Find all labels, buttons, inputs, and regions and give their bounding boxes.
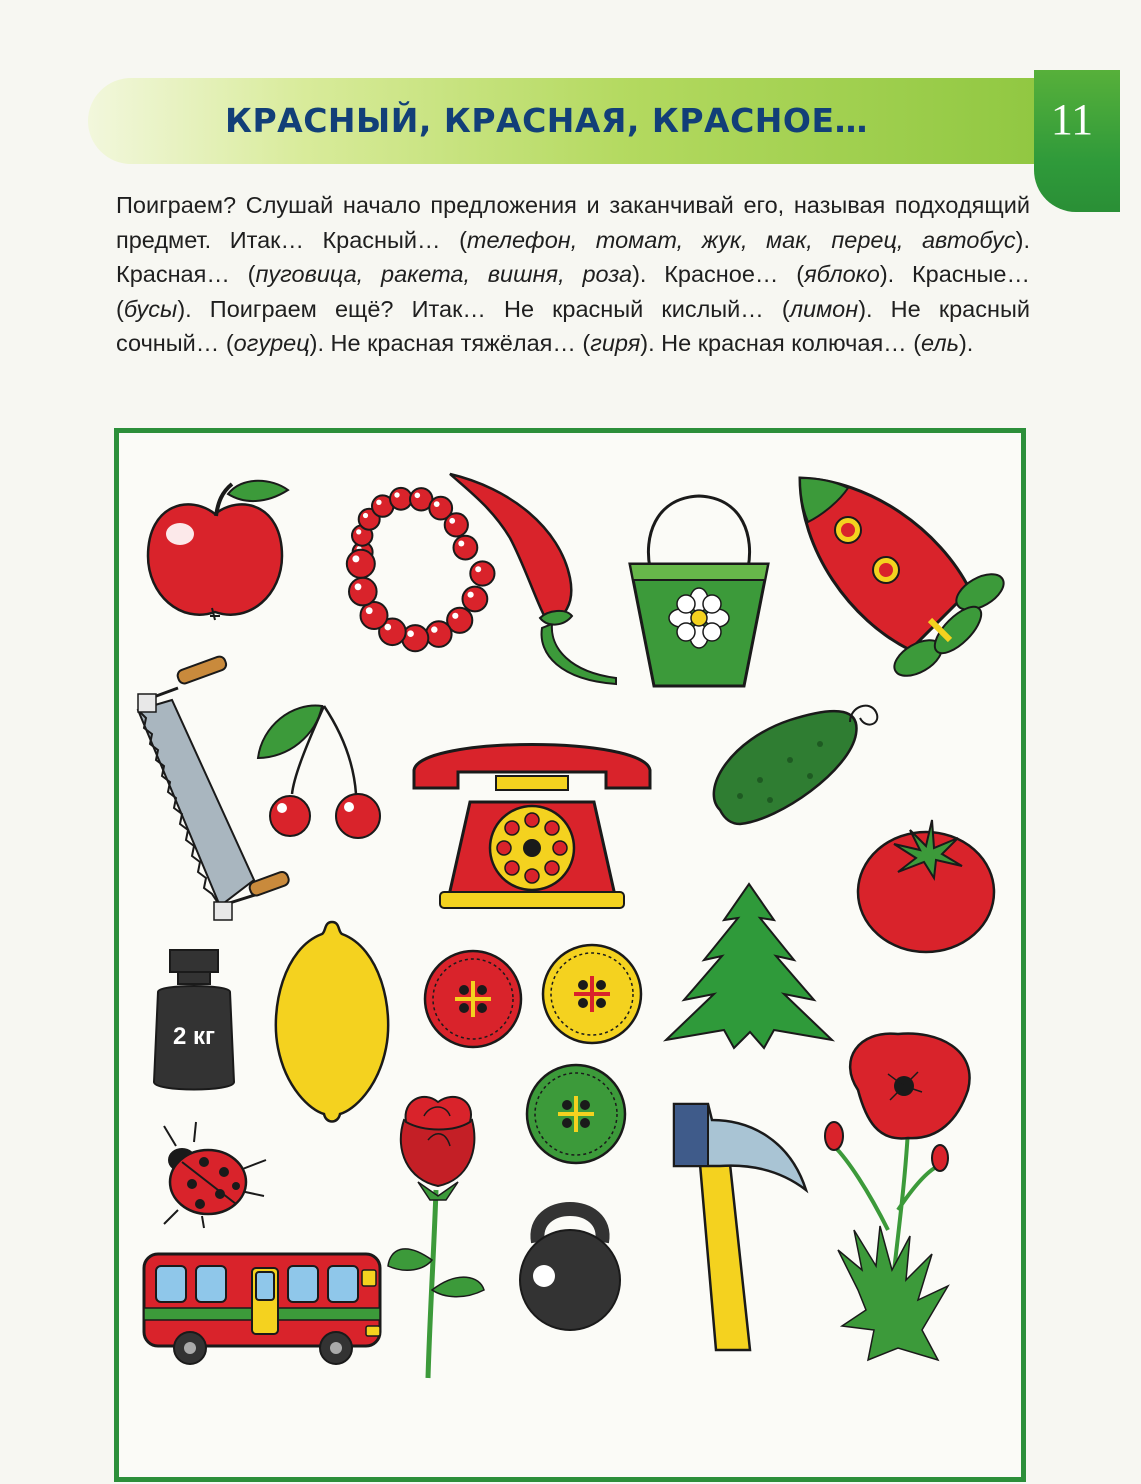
cucumber-picture xyxy=(700,700,890,830)
intro-text: ). Не красная тяжёлая… ( xyxy=(309,330,591,356)
intro-text: ). xyxy=(958,330,974,356)
intro-text: ). Красное… ( xyxy=(632,261,805,287)
bead-highlight xyxy=(352,555,359,562)
bead-highlight xyxy=(394,492,399,497)
intro-answers: огурец xyxy=(233,330,310,356)
rose-picture xyxy=(384,1090,494,1380)
intro-text: ). Не красная колючая… ( xyxy=(640,330,922,356)
bead-highlight xyxy=(415,493,421,499)
bead-highlight xyxy=(355,583,362,590)
yellow-button-picture xyxy=(540,942,644,1046)
lemon-picture xyxy=(270,918,394,1128)
rocket-picture xyxy=(790,470,1010,690)
page-number: 11 xyxy=(1050,95,1094,144)
hammer-picture xyxy=(660,1100,810,1352)
intro-answers: гиря xyxy=(590,330,641,356)
cherries-picture xyxy=(252,696,392,846)
bucket-picture xyxy=(624,488,774,688)
telephone-picture xyxy=(410,732,654,912)
bead-highlight xyxy=(376,500,381,505)
green-button-picture xyxy=(524,1062,628,1166)
intro-answers: бусы xyxy=(123,295,178,322)
intro-paragraph xyxy=(116,188,1030,361)
weight-label: 2 кг xyxy=(172,1023,216,1050)
red-button-picture xyxy=(422,948,524,1050)
intro-text: ). Красная… ( xyxy=(116,226,1030,287)
intro-text: Поиграем? Слушай начало предложения и заканчивай его, называя подходящий предмет. Итак… Красный… ( xyxy=(116,192,1030,253)
bead-highlight xyxy=(407,630,414,637)
intro-text: ). Красные… ( xyxy=(116,261,1030,322)
intro-answers: ель xyxy=(921,330,959,356)
bead-highlight xyxy=(431,626,437,632)
intro-text: ). Не красный сочный… ( xyxy=(116,295,1030,356)
bead-highlight xyxy=(363,513,368,518)
intro-answers: телефон, томат, жук, мак, перец, автобус xyxy=(466,226,1016,253)
poppy-picture xyxy=(818,1030,990,1370)
intro-answers: пуговица, ракета, вишня, роза xyxy=(255,261,633,287)
bead-highlight xyxy=(434,501,440,507)
bead-highlight xyxy=(356,529,361,534)
ladybug-picture xyxy=(146,1120,272,1230)
weight-2kg-picture xyxy=(148,946,240,1092)
bead xyxy=(347,550,375,578)
bead xyxy=(390,488,412,510)
intro-text: ). Поиграем ещё? Итак… Не красный кислый… ( xyxy=(177,295,790,322)
intro-answers: лимон xyxy=(789,295,859,322)
bead-highlight xyxy=(366,607,373,614)
intro-answers: яблоко xyxy=(804,261,880,287)
apple-picture xyxy=(140,474,290,624)
page-title: КРАСНЫЙ, КРАСНАЯ, КРАСНОЕ… xyxy=(225,101,869,140)
bead-highlight xyxy=(385,624,392,631)
kettlebell-picture xyxy=(500,1194,640,1332)
tomato-picture xyxy=(854,816,998,956)
bead xyxy=(349,578,377,606)
bus-picture xyxy=(140,1250,386,1368)
pepper-picture xyxy=(440,468,626,688)
spruce-picture xyxy=(664,880,834,1050)
